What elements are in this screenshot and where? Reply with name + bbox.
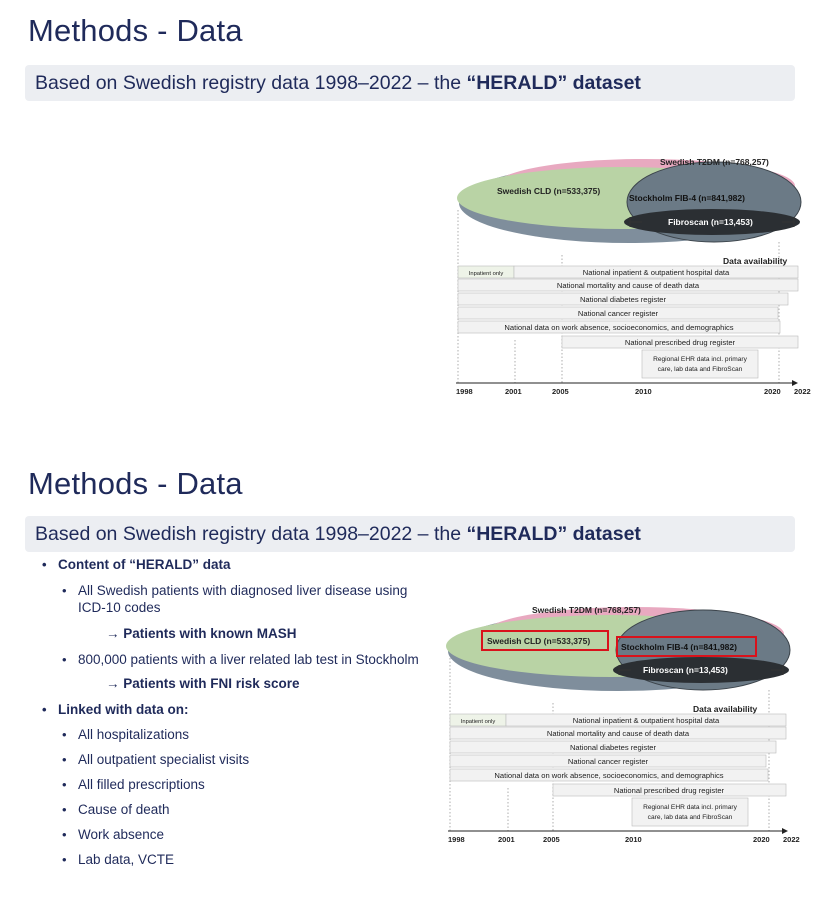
data-availability-label: Data availability bbox=[723, 256, 788, 266]
row-label-5: National prescribed drug register bbox=[624, 338, 736, 347]
slide-1 bbox=[0, 0, 838, 440]
cohort-diagram-svg bbox=[452, 150, 820, 400]
t2dm-label: Swedish T2DM (n=768,257) bbox=[532, 605, 641, 615]
regional-line-1: Regional EHR data incl. primary bbox=[643, 804, 737, 811]
bullet-text: ICD-10 codes bbox=[78, 600, 161, 615]
row-label-2: National diabetes register bbox=[579, 295, 667, 304]
bullet-text: All filled prescriptions bbox=[78, 777, 205, 792]
slide-2 bbox=[0, 453, 838, 897]
year-label-2010: 2010 bbox=[635, 387, 652, 396]
year-label-2022: 2022 bbox=[794, 387, 811, 396]
row-label-4: National data on work absence, socioeconomics, and demographics bbox=[504, 323, 734, 332]
bullet-dot: • bbox=[62, 802, 67, 817]
row-label-4: National data on work absence, socioeconomics, and demographics bbox=[494, 771, 724, 780]
bullet-dot: • bbox=[62, 827, 67, 842]
subtitle-bold-2: “HERALD” dataset bbox=[466, 523, 641, 545]
bullet-dot: • bbox=[62, 852, 67, 867]
t2dm-label: Swedish T2DM (n=768,257) bbox=[660, 157, 769, 167]
bullet-dot: • bbox=[62, 752, 67, 767]
bullet-text: Work absence bbox=[78, 827, 165, 842]
linked-item bbox=[62, 852, 175, 867]
cohort-diagram-svg-2 bbox=[446, 598, 814, 848]
regional-line-2: care, lab data and FibroScan bbox=[657, 366, 743, 373]
subtitle-bar bbox=[25, 65, 795, 101]
bullet-text: 800,000 patients with a liver related lab test in Stockholm bbox=[78, 652, 419, 667]
year-label-2005: 2005 bbox=[552, 387, 569, 396]
row-label-1: National mortality and cause of death data bbox=[556, 281, 700, 290]
year-label-2005: 2005 bbox=[543, 835, 560, 844]
subtitle-plain-2: Based on Swedish registry data 1998–2022 – the bbox=[35, 523, 467, 545]
subtitle-plain: Based on Swedish registry data 1998–2022 – the bbox=[35, 72, 467, 94]
bullet-item-2-result bbox=[106, 676, 300, 691]
regional-line-2: care, lab data and FibroScan bbox=[647, 814, 733, 821]
year-label-1998: 1998 bbox=[456, 387, 473, 396]
regional-box bbox=[642, 350, 758, 378]
bullet-item-1-result bbox=[106, 626, 297, 641]
row-label-2: National diabetes register bbox=[569, 743, 657, 752]
bullet-dot: • bbox=[42, 557, 47, 572]
inpatient-only-label: Inpatient only bbox=[468, 271, 504, 277]
page-title-2: Methods - Data bbox=[28, 466, 243, 501]
bullet-dot: • bbox=[62, 777, 67, 792]
row-label-3: National cancer register bbox=[577, 309, 659, 318]
row-label-3: National cancer register bbox=[567, 757, 649, 766]
cld-label: Swedish CLD (n=533,375) bbox=[497, 186, 601, 196]
year-label-2010: 2010 bbox=[625, 835, 642, 844]
cohort-diagram bbox=[452, 150, 820, 400]
linked-item bbox=[62, 752, 250, 767]
bullet-content-heading bbox=[42, 557, 231, 572]
year-label-1998: 1998 bbox=[448, 835, 465, 844]
bullet-linked-heading bbox=[42, 702, 189, 717]
bullet-dot: • bbox=[62, 727, 67, 742]
timeline-arrow bbox=[782, 828, 788, 834]
bullet-text: All outpatient specialist visits bbox=[78, 752, 250, 767]
bullet-item-1 bbox=[62, 583, 408, 598]
linked-item bbox=[62, 802, 170, 817]
cld-label: Swedish CLD (n=533,375) bbox=[487, 636, 591, 646]
cohort-diagram-2 bbox=[446, 598, 814, 848]
year-label-2020: 2020 bbox=[753, 835, 770, 844]
fibroscan-label: Fibroscan (n=13,453) bbox=[643, 665, 728, 675]
year-label-2001: 2001 bbox=[505, 387, 522, 396]
fibroscan-label: Fibroscan (n=13,453) bbox=[668, 217, 753, 227]
bullet-item-2 bbox=[62, 652, 419, 667]
bullet-text: All Swedish patients with diagnosed liver disease using bbox=[78, 583, 408, 598]
bullet-text: Content of “HERALD” data bbox=[58, 557, 231, 572]
linked-item bbox=[62, 727, 190, 742]
regional-line-1: Regional EHR data incl. primary bbox=[653, 356, 747, 363]
bullet-text: Lab data, VCTE bbox=[78, 852, 175, 867]
year-label-2001: 2001 bbox=[498, 835, 515, 844]
regional-box bbox=[632, 798, 748, 826]
page-title: Methods - Data bbox=[28, 13, 243, 48]
fib4-label: Stockholm FIB-4 (n=841,982) bbox=[629, 193, 745, 203]
year-label-2020: 2020 bbox=[764, 387, 781, 396]
year-label-2022: 2022 bbox=[783, 835, 800, 844]
timeline-arrow bbox=[792, 380, 798, 386]
bullet-text: Linked with data on: bbox=[58, 702, 189, 717]
bullet-text: → Patients with FNI risk score bbox=[106, 676, 300, 691]
subtitle-bar-2 bbox=[25, 516, 795, 552]
bullet-text: → Patients with known MASH bbox=[106, 626, 297, 641]
bullet-dot: • bbox=[42, 702, 47, 717]
data-availability-label: Data availability bbox=[693, 704, 758, 714]
inpatient-only-label: Inpatient only bbox=[460, 719, 496, 725]
subtitle-2 bbox=[35, 523, 641, 546]
fib4-label: Stockholm FIB-4 (n=841,982) bbox=[621, 642, 737, 652]
row-label-5: National prescribed drug register bbox=[613, 786, 725, 795]
linked-item bbox=[62, 827, 165, 842]
bullet-dot: • bbox=[62, 583, 67, 598]
row-label-1: National mortality and cause of death data bbox=[546, 729, 690, 738]
linked-item bbox=[62, 777, 205, 792]
bullet-dot: • bbox=[62, 652, 67, 667]
bullet-item-1-cont bbox=[78, 600, 161, 615]
bullet-text: All hospitalizations bbox=[78, 727, 190, 742]
row-label-0: National inpatient & outpatient hospital data bbox=[572, 716, 720, 725]
row-label-0: National inpatient & outpatient hospital data bbox=[582, 268, 730, 277]
subtitle-bold: “HERALD” dataset bbox=[466, 72, 641, 94]
subtitle bbox=[35, 72, 641, 95]
bullet-text: Cause of death bbox=[78, 802, 170, 817]
